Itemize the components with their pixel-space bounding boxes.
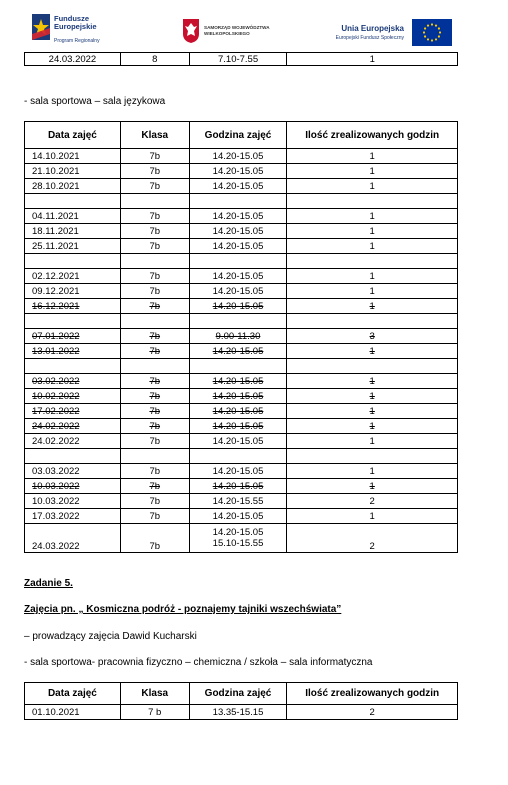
table-row	[25, 299, 458, 314]
cell-class	[120, 449, 189, 464]
table-row	[25, 374, 458, 389]
cell-hours: 1	[287, 479, 458, 494]
table-row	[25, 479, 458, 494]
cell-hours: 1	[287, 374, 458, 389]
cell-class: 7b	[120, 164, 189, 179]
cell-date: 03.02.2022	[25, 374, 121, 389]
table-row	[25, 509, 458, 524]
table-header-row	[25, 683, 458, 705]
cell-time	[189, 314, 287, 329]
fundusze-europejskie-logo	[32, 14, 122, 48]
cell-time: 14.20-15.05	[189, 374, 287, 389]
col-header-date: Data zajęć	[25, 683, 121, 705]
cell-date: 16.12.2021	[25, 299, 121, 314]
cell-date	[25, 449, 121, 464]
cell-class: 7b	[120, 479, 189, 494]
cell-date: 17.03.2022	[25, 509, 121, 524]
spacer-row	[25, 254, 458, 269]
cell-hours: 3	[287, 329, 458, 344]
cell-time: 14.20-15.05	[189, 389, 287, 404]
table-row	[25, 164, 458, 179]
cell-date: 10.03.2022	[25, 479, 121, 494]
cell-class: 7b	[120, 494, 189, 509]
table-row	[25, 224, 458, 239]
cell-hours: 1	[287, 389, 458, 404]
cell-hours: 1	[287, 239, 458, 254]
cell-class: 7b	[120, 329, 189, 344]
cell-class: 7b	[120, 239, 189, 254]
cell-class: 7b	[120, 284, 189, 299]
cell-class: 7 b	[120, 705, 189, 720]
cell-hours	[287, 254, 458, 269]
cell-class: 7b	[120, 434, 189, 449]
table-row	[25, 329, 458, 344]
cell-time: 14.20-15.05	[189, 434, 287, 449]
cell-class	[120, 254, 189, 269]
spacer-row	[25, 449, 458, 464]
cell-time: 14.20-15.05	[189, 284, 287, 299]
cell-time: 14.20-15.05	[189, 464, 287, 479]
cell-class: 7b	[120, 524, 189, 553]
table-row	[25, 284, 458, 299]
col-header-date: Data zajęć	[25, 122, 121, 149]
cell-hours: 1	[287, 344, 458, 359]
table-row	[25, 269, 458, 284]
cell-hours: 1	[287, 434, 458, 449]
cell-class	[120, 194, 189, 209]
cell-date	[25, 194, 121, 209]
table-row	[25, 494, 458, 509]
cell-class: 8	[120, 53, 189, 66]
cell-date: 01.10.2021	[25, 705, 121, 720]
cell-date: 24.03.2022	[25, 524, 121, 553]
cell-class: 7b	[120, 404, 189, 419]
cell-time: 14.20-15.05	[189, 269, 287, 284]
cell-class	[120, 359, 189, 374]
cell-hours: 1	[287, 509, 458, 524]
wielkopolska-logo	[182, 18, 292, 48]
cell-hours: 1	[287, 404, 458, 419]
cell-class	[120, 314, 189, 329]
cell-class: 7b	[120, 179, 189, 194]
cell-date: 24.03.2022	[25, 53, 121, 66]
cell-date: 25.11.2021	[25, 239, 121, 254]
cell-hours: 2	[287, 524, 458, 553]
col-header-class: Klasa	[120, 683, 189, 705]
cell-hours: 1	[287, 419, 458, 434]
cell-time: 14.20-15.05	[189, 479, 287, 494]
cell-time	[189, 254, 287, 269]
ue-title: Unia Europejska	[341, 24, 404, 33]
table-row	[25, 404, 458, 419]
cell-class: 7b	[120, 464, 189, 479]
cell-time: 14.20-15.05	[189, 299, 287, 314]
cell-time: 14.20-15.05	[189, 164, 287, 179]
cell-date: 24.02.2022	[25, 434, 121, 449]
cell-date: 02.12.2021	[25, 269, 121, 284]
cell-class: 7b	[120, 389, 189, 404]
cell-time: 9.00-11.30	[189, 329, 287, 344]
cell-time	[189, 449, 287, 464]
cell-date: 03.03.2022	[25, 464, 121, 479]
cell-date: 04.11.2021	[25, 209, 121, 224]
cell-hours: 1	[287, 209, 458, 224]
cell-hours	[287, 314, 458, 329]
cell-date	[25, 359, 121, 374]
cell-class: 7b	[120, 419, 189, 434]
col-header-class: Klasa	[120, 122, 189, 149]
col-header-hours: Ilość zrealizowanych godzin	[287, 122, 458, 149]
cell-time: 14.20-15.55	[189, 494, 287, 509]
section1-rooms: - sala sportowa – sala językowa	[24, 96, 166, 107]
cell-class: 7b	[120, 344, 189, 359]
spacer-row	[25, 314, 458, 329]
fe-star-icon	[32, 14, 54, 42]
schedule-table	[24, 121, 458, 553]
eagle-shield-icon	[182, 18, 200, 44]
cell-time: 14.20-15.05	[189, 209, 287, 224]
cell-date: 18.11.2021	[25, 224, 121, 239]
cell-hours: 1	[287, 149, 458, 164]
cell-time: 13.35-15.15	[189, 705, 287, 720]
col-header-hours: Ilość zrealizowanych godzin	[287, 683, 458, 705]
cell-time: 14.20-15.05	[189, 224, 287, 239]
zadanie5-table	[24, 682, 458, 720]
cell-date: 10.02.2022	[25, 389, 121, 404]
cell-hours: 2	[287, 494, 458, 509]
table-row	[25, 239, 458, 254]
cell-date: 10.03.2022	[25, 494, 121, 509]
cell-time	[189, 194, 287, 209]
cell-hours: 1	[287, 53, 458, 66]
unia-europejska-logo	[320, 18, 455, 48]
cell-hours	[287, 359, 458, 374]
cell-time: 14.20-15.05	[189, 404, 287, 419]
table-row	[25, 524, 458, 553]
previous-table-tail	[24, 52, 458, 66]
cell-hours: 1	[287, 224, 458, 239]
col-header-time: Godzina zajęć	[189, 122, 287, 149]
spacer-row	[25, 359, 458, 374]
cell-time: 14.20-15.05	[189, 509, 287, 524]
page-header	[0, 0, 508, 56]
col-header-time: Godzina zajęć	[189, 683, 287, 705]
table-row	[25, 389, 458, 404]
cell-time: 14.20-15.05	[189, 344, 287, 359]
cell-hours	[287, 194, 458, 209]
cell-date	[25, 314, 121, 329]
table-row	[25, 419, 458, 434]
spacer-row	[25, 194, 458, 209]
cell-date: 09.12.2021	[25, 284, 121, 299]
table-row	[25, 464, 458, 479]
cell-hours: 1	[287, 164, 458, 179]
zadanie-title: Zajęcia pn. „ Kosmiczna podróż - poznajemy tajniki wszechświata”	[24, 604, 342, 615]
cell-class: 7b	[120, 509, 189, 524]
leader-line: – prowadzący zajęcia Dawid Kucharski	[24, 631, 197, 642]
table-row	[25, 434, 458, 449]
eu-flag-icon	[412, 19, 452, 46]
cell-class: 7b	[120, 224, 189, 239]
ue-subtitle: Europejski Fundusz Społeczny	[335, 35, 404, 41]
cell-date: 07.01.2022	[25, 329, 121, 344]
cell-date: 13.01.2022	[25, 344, 121, 359]
table-row	[25, 53, 458, 66]
cell-date: 17.02.2022	[25, 404, 121, 419]
table-row	[25, 705, 458, 720]
cell-hours: 1	[287, 299, 458, 314]
cell-time: 7.10-7.55	[189, 53, 287, 66]
table-header-row	[25, 122, 458, 149]
cell-class: 7b	[120, 149, 189, 164]
cell-time	[189, 359, 287, 374]
zadanie-heading: Zadanie 5.	[24, 578, 73, 589]
fe-title: Fundusze Europejskie	[54, 14, 97, 31]
cell-class: 7b	[120, 209, 189, 224]
cell-time: 14.20-15.05	[189, 419, 287, 434]
rooms-line: - sala sportowa- pracownia fizyczno – chemiczna / szkoła – sala informatyczna	[24, 657, 373, 668]
cell-hours	[287, 449, 458, 464]
wlkp-text: SAMORZĄD WOJEWÓDZTWA WIELKOPOLSKIEGO	[204, 25, 270, 36]
cell-date	[25, 254, 121, 269]
cell-date: 28.10.2021	[25, 179, 121, 194]
cell-class: 7b	[120, 299, 189, 314]
table-row	[25, 344, 458, 359]
cell-hours: 2	[287, 705, 458, 720]
cell-class: 7b	[120, 374, 189, 389]
cell-class: 7b	[120, 269, 189, 284]
cell-hours: 1	[287, 464, 458, 479]
fe-subtitle: Program Regionalny	[54, 38, 100, 44]
cell-hours: 1	[287, 179, 458, 194]
table-row	[25, 179, 458, 194]
table-row	[25, 149, 458, 164]
cell-time: 14.20-15.05	[189, 149, 287, 164]
table-row	[25, 209, 458, 224]
cell-time: 14.20-15.05 15.10-15.55	[189, 524, 287, 553]
cell-hours: 1	[287, 284, 458, 299]
cell-time: 14.20-15.05	[189, 179, 287, 194]
cell-date: 14.10.2021	[25, 149, 121, 164]
cell-date: 24.02.2022	[25, 419, 121, 434]
cell-hours: 1	[287, 269, 458, 284]
cell-date: 21.10.2021	[25, 164, 121, 179]
cell-time: 14.20-15.05	[189, 239, 287, 254]
